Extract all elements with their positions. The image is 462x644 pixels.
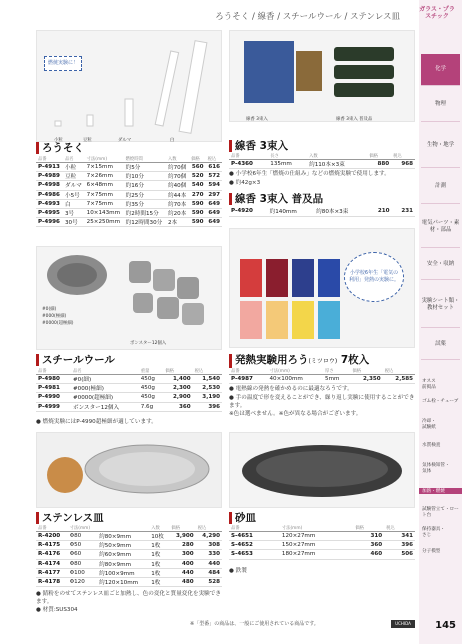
- wax-sheet-red: [240, 259, 262, 297]
- table-cell: 1枚: [149, 577, 169, 586]
- table-cell: #000(極細): [71, 384, 139, 393]
- steelwool-drawing: [37, 247, 221, 349]
- table-cell: 150×27mm: [280, 541, 353, 550]
- table-cell: 880: [367, 160, 391, 169]
- table-cell: 約110本×3束: [307, 160, 367, 169]
- steel-plate-image: [36, 432, 222, 508]
- table-cell: 120×27mm: [280, 532, 353, 541]
- steelwool-caption-4: ボンスター12個入: [130, 341, 167, 346]
- col-header: 寸法(mm): [68, 525, 97, 532]
- table-cell: 約16分: [124, 181, 166, 190]
- incense-note-1: ● 小学校6年生「燃焼の仕組み」などの燃焼実験で使用します。: [229, 171, 390, 177]
- table-cell: R-4176: [36, 550, 68, 559]
- table-cell: 約50×9mm: [97, 541, 149, 550]
- table-row: [36, 181, 222, 190]
- col-header: 品番: [36, 525, 68, 532]
- incense-table-2: [229, 207, 415, 217]
- table-cell: 506: [384, 550, 415, 559]
- table-cell: 460: [353, 550, 384, 559]
- table-cell: 7×75mm: [85, 199, 124, 208]
- steel-plate-note-2: ● 材質:SUS304: [36, 607, 78, 613]
- incense-drawing: [230, 31, 414, 121]
- table-cell: 649: [206, 208, 222, 217]
- table-cell: 616: [206, 163, 222, 172]
- col-header: 入数: [307, 153, 367, 160]
- table-row: [229, 160, 415, 169]
- table-cell: 310: [353, 532, 384, 541]
- table-cell: 210: [368, 207, 391, 216]
- sand-plate-title: 砂皿: [229, 512, 256, 524]
- candle-table: [36, 156, 222, 227]
- col-header: 入数: [166, 156, 189, 163]
- table-cell: 約35分: [124, 199, 166, 208]
- table-cell: 約70個: [166, 163, 189, 172]
- table-row: [229, 532, 415, 541]
- wax-note-1: ● 電熱線の発熱を確かめるのに最適なろうです。: [229, 386, 353, 392]
- sidebar-item[interactable]: 化学: [421, 54, 460, 86]
- col-header: 税込: [384, 525, 415, 532]
- table-cell: Φ60: [68, 550, 97, 559]
- table-cell: R-4175: [36, 541, 68, 550]
- table-cell: 330: [196, 550, 222, 559]
- table-cell: Φ120: [68, 577, 97, 586]
- table-cell: 約140mm: [268, 207, 315, 216]
- table-cell: P-4360: [229, 160, 268, 169]
- col-header: 税込: [391, 153, 415, 160]
- table-cell: P-4995: [36, 208, 63, 217]
- table-cell: P-4986: [36, 190, 63, 199]
- table-cell: 560: [189, 163, 205, 172]
- sand-plate-note: ● 鉄製: [229, 568, 247, 574]
- table-cell: 396: [193, 402, 222, 411]
- table-cell: P-4981: [36, 384, 71, 393]
- table-cell: 小5号: [63, 190, 85, 199]
- table-cell: 約60×9mm: [97, 550, 149, 559]
- col-header: 品番: [229, 525, 280, 532]
- table-cell: 約40個: [166, 181, 189, 190]
- sidebar-item[interactable]: 電気パーツ・素材・部品: [421, 206, 460, 248]
- table-cell: 270: [189, 190, 205, 199]
- table-cell: 約70個: [166, 172, 189, 181]
- table-cell: P-4987: [229, 375, 267, 384]
- table-row: [36, 532, 222, 541]
- steelwool-caption-1: #0(細): [42, 307, 57, 312]
- table-row: [229, 541, 415, 550]
- col-header: 長さ: [268, 153, 307, 160]
- sidebar-item[interactable]: 試薬: [421, 330, 460, 360]
- candle-small: [55, 121, 61, 126]
- col-header: 寸法(mm): [280, 525, 353, 532]
- table-cell: 10×143mm: [85, 208, 124, 217]
- col-header: 品番: [36, 368, 71, 375]
- steelwool-image: [36, 246, 222, 350]
- col-header: 寸法(mm): [267, 368, 323, 375]
- wax-title-main: 発熱実験用ろう: [235, 354, 309, 366]
- table-cell: S-4651: [229, 532, 280, 541]
- sidebar-tab[interactable]: 試験管立て・ロート台: [422, 507, 459, 518]
- col-header: 価格: [353, 525, 384, 532]
- table-cell: 280: [169, 541, 195, 550]
- table-cell: R-4174: [36, 559, 68, 568]
- incense-image: [229, 30, 415, 122]
- table-cell: 440: [196, 559, 222, 568]
- table-cell: 297: [206, 190, 222, 199]
- table-row: [36, 375, 222, 384]
- table-cell: #0(細): [71, 375, 139, 384]
- burner-flame: [47, 457, 83, 493]
- table-cell: 1枚: [149, 559, 169, 568]
- table-cell: 2,530: [193, 384, 222, 393]
- table-row: [229, 550, 415, 559]
- table-cell: 1枚: [149, 550, 169, 559]
- table-cell: 1枚: [149, 568, 169, 577]
- table-cell: 40×100mm: [267, 375, 323, 384]
- table-cell: 308: [196, 541, 222, 550]
- table-cell: 約70本: [166, 199, 189, 208]
- table-cell: 231: [392, 207, 415, 216]
- table-cell: 528: [196, 577, 222, 586]
- col-header: 重量: [139, 368, 164, 375]
- table-cell: P-4996: [36, 218, 63, 227]
- table-row: [36, 568, 222, 577]
- table-cell: 約80×9mm: [97, 559, 149, 568]
- table-row: [36, 172, 222, 181]
- sidebar-item[interactable]: 物理: [421, 88, 460, 122]
- table-cell: 450g: [139, 375, 164, 384]
- table-cell: Φ50: [68, 541, 97, 550]
- table-row: [229, 207, 415, 216]
- table-cell: S-4653: [229, 550, 280, 559]
- candle-image: [36, 30, 222, 142]
- candle-bean: [87, 115, 93, 126]
- sidebar-item[interactable]: 生物・地学: [421, 124, 460, 168]
- table-row: [229, 375, 415, 384]
- table-cell: 360: [163, 402, 192, 411]
- table-cell: 約5分: [124, 163, 166, 172]
- table-row: [36, 559, 222, 568]
- steel-plate-note-1: ● 錆粉をのせてステンレス皿ごと加熱し、色の変化と質量変化を実験できます。: [36, 591, 221, 605]
- col-header: 税込: [383, 368, 415, 375]
- steel-plate-table: [36, 525, 222, 587]
- col-header: 品番: [36, 156, 63, 163]
- table-cell: P-4913: [36, 163, 63, 172]
- table-cell: 440: [169, 568, 195, 577]
- table-cell: R-4177: [36, 568, 68, 577]
- col-header: 税込: [196, 525, 222, 532]
- table-cell: 25×250mm: [85, 218, 124, 227]
- table-cell: 4,290: [196, 532, 222, 541]
- table-row: [36, 218, 222, 227]
- sand-plate-drawing: [230, 433, 414, 507]
- col-header: 価格: [367, 153, 391, 160]
- candle-caption-1: 小粒: [54, 138, 63, 143]
- table-cell: 300: [169, 550, 195, 559]
- table-cell: 484: [196, 568, 222, 577]
- steelwool-title: スチールウール: [36, 354, 115, 366]
- col-header: 品番: [229, 153, 268, 160]
- table-cell: 649: [206, 199, 222, 208]
- steelwool-note: ● 燃焼実験にはP-4990超極細が適しています。: [36, 419, 157, 425]
- table-cell: 968: [391, 160, 415, 169]
- col-header: 厚さ: [323, 368, 350, 375]
- incense-caption-1: 線香 3束入: [246, 117, 268, 122]
- col-header: 品名: [63, 156, 85, 163]
- candle-daruma: [125, 99, 133, 126]
- sidebar-top-label: ガラス・プラスチック: [419, 6, 455, 20]
- table-cell: ボンスター12個入: [71, 402, 139, 411]
- table-cell: 341: [384, 532, 415, 541]
- table-cell: 590: [189, 199, 205, 208]
- table-cell: 2,350: [350, 375, 382, 384]
- steel-plate-drawing: [37, 433, 221, 507]
- sidebar-tab[interactable]: オスス 前掲品: [422, 379, 436, 390]
- table-row: [36, 393, 222, 402]
- table-cell: 396: [384, 541, 415, 550]
- incense-table-1: [229, 153, 415, 169]
- table-row: [36, 163, 222, 172]
- table-cell: Φ80: [68, 559, 97, 568]
- table-cell: 480: [169, 577, 195, 586]
- table-cell: ダルマ: [63, 181, 85, 190]
- candle-caption-2: 豆粒: [83, 138, 92, 143]
- candle-large: [179, 41, 207, 134]
- table-cell: P-4989: [36, 172, 63, 181]
- steel-plate-title: ステンレス皿: [36, 512, 104, 524]
- candle-callout: 燃焼実験に！: [44, 56, 82, 71]
- table-cell: P-4993: [36, 199, 63, 208]
- col-header: 燃焼時間: [124, 156, 166, 163]
- wax-note-2: ● 手の温度で形を変えることができ、繰り返し実験に使用することができます。: [229, 395, 415, 409]
- candle-title: ろうそく: [36, 142, 84, 154]
- table-cell: P-4990: [36, 393, 71, 402]
- table-cell: 400: [169, 559, 195, 568]
- table-cell: 6×48mm: [85, 181, 124, 190]
- table-row: [36, 402, 222, 411]
- incense-box: [244, 41, 294, 103]
- table-cell: 7×26mm: [85, 172, 124, 181]
- table-row: [36, 550, 222, 559]
- table-cell: 小粒: [63, 163, 85, 172]
- brand-logo: UCHIDA: [391, 620, 415, 628]
- table-cell: P-4980: [36, 375, 71, 384]
- table-cell: 30号: [63, 218, 85, 227]
- table-cell: 2,585: [383, 375, 415, 384]
- table-cell: 450g: [139, 393, 164, 402]
- table-cell: 約20本: [166, 208, 189, 217]
- incense-bundle: [334, 47, 394, 61]
- table-cell: 520: [189, 172, 205, 181]
- table-cell: 約100×9mm: [97, 568, 149, 577]
- table-cell: Φ80: [68, 532, 97, 541]
- incense-note-2: ● 約42g×3: [229, 180, 261, 186]
- table-cell: 572: [206, 172, 222, 181]
- table-cell: 約120×10mm: [97, 577, 149, 586]
- table-cell: 590: [189, 218, 205, 227]
- table-cell: 360: [353, 541, 384, 550]
- table-row: [36, 199, 222, 208]
- steelwool-table: [36, 368, 222, 412]
- table-cell: 白: [63, 199, 85, 208]
- wax-note-3: ※色は選べません。※色が異なる場合がございます。: [229, 411, 362, 417]
- incense-title-2: 線香 3束入 普及品: [229, 193, 323, 205]
- table-cell: 7×15mm: [85, 163, 124, 172]
- sidebar-tab[interactable]: 気体検知管・ 気体: [422, 463, 450, 474]
- wax-callout: 小学校6年生「電気の利用」発熱の実験に。: [344, 252, 404, 302]
- candle-caption-3: ダルマ: [118, 138, 132, 143]
- table-cell: 7.6g: [139, 402, 164, 411]
- table-cell: R-4178: [36, 577, 68, 586]
- table-cell: 約44本: [166, 190, 189, 199]
- col-header: 品名: [71, 368, 139, 375]
- table-cell: 約80×9mm: [97, 532, 149, 541]
- steelwool-caption-3: #0000(超極細): [42, 321, 74, 326]
- table-cell: 豆粒: [63, 172, 85, 181]
- table-cell: 1,540: [193, 375, 222, 384]
- col-header: 価格: [350, 368, 382, 375]
- table-cell: Φ100: [68, 568, 97, 577]
- sidebar-item[interactable]: 実験シート類・教材セット: [421, 282, 460, 328]
- col-header: 税込: [206, 156, 222, 163]
- table-cell: 7×75mm: [85, 190, 124, 199]
- col-header: 税込: [193, 368, 222, 375]
- table-cell: 約25分: [124, 190, 166, 199]
- table-row: [36, 384, 222, 393]
- table-cell: 約12時間30分: [124, 218, 166, 227]
- table-cell: 3,900: [169, 532, 195, 541]
- col-header: 入数: [149, 525, 169, 532]
- table-cell: 約80本×3束: [314, 207, 368, 216]
- table-cell: 約2時間15分: [124, 208, 166, 217]
- sidebar-tab[interactable]: 加熱・燃焼: [419, 488, 462, 494]
- table-cell: P-4999: [36, 402, 71, 411]
- table-cell: 5mm: [323, 375, 350, 384]
- breadcrumb: ろうそく / 線香 / スチールウール / ステンレス皿: [215, 12, 400, 22]
- table-cell: 590: [189, 208, 205, 217]
- table-cell: #0000(超極細): [71, 393, 139, 402]
- table-cell: 180×27mm: [280, 550, 353, 559]
- sidebar-tab[interactable]: 冷却・ 試験紙: [422, 419, 436, 430]
- table-cell: P-4920: [229, 207, 268, 216]
- table-row: [36, 577, 222, 586]
- sidebar-item[interactable]: 安全・収納: [421, 250, 460, 280]
- table-cell: 3号: [63, 208, 85, 217]
- table-cell: 450g: [139, 384, 164, 393]
- col-header: 寸法(mm): [85, 156, 124, 163]
- page-number: 145: [435, 620, 456, 631]
- table-cell: 135mm: [268, 160, 307, 169]
- col-header: 価格: [163, 368, 192, 375]
- sidebar-tab[interactable]: ゴム栓・チューブ: [422, 399, 459, 404]
- sidebar-tab[interactable]: 保持器具・ さじ: [422, 527, 445, 538]
- sidebar-item[interactable]: 計測: [421, 170, 460, 204]
- sidebar-tab[interactable]: 分子模型: [422, 549, 441, 554]
- col-header: 価格: [189, 156, 205, 163]
- col-header: 価格: [169, 525, 195, 532]
- candle-caption-4: 白: [170, 138, 175, 143]
- table-cell: S-4652: [229, 541, 280, 550]
- sand-plate-image: [229, 432, 415, 508]
- table-cell: 649: [206, 218, 222, 227]
- table-cell: P-4998: [36, 181, 63, 190]
- table-row: [36, 541, 222, 550]
- incense-title-1: 線香 3束入: [229, 140, 288, 152]
- table-cell: 1枚: [149, 541, 169, 550]
- incense-caption-2: 線香 3束入 普及品: [336, 117, 373, 122]
- sidebar-tab[interactable]: 水質検査: [422, 443, 441, 448]
- wax-title: [229, 354, 369, 368]
- table-cell: 2,300: [163, 384, 192, 393]
- table-cell: R-4200: [36, 532, 68, 541]
- footer-note: ※「型番」の商品は、一般にご使用されている商品です。: [190, 621, 319, 627]
- table-cell: 3,190: [193, 393, 222, 402]
- table-cell: 594: [206, 181, 222, 190]
- table-cell: 2,900: [163, 393, 192, 402]
- table-row: [36, 190, 222, 199]
- table-cell: 1,400: [163, 375, 192, 384]
- table-cell: 約10分: [124, 172, 166, 181]
- wax-title-small: (ミツロウ): [308, 358, 338, 365]
- sand-plate-table: [229, 525, 415, 560]
- table-cell: 540: [189, 181, 205, 190]
- wax-title-count: 7枚入: [340, 354, 370, 366]
- wax-table: [229, 368, 415, 384]
- table-cell: 2本: [166, 218, 189, 227]
- candles-drawing: [37, 31, 221, 141]
- candle-white: [155, 51, 178, 126]
- table-row: [36, 208, 222, 217]
- table-cell: 10枚: [149, 532, 169, 541]
- steelwool-caption-2: #000(極細): [42, 314, 67, 319]
- col-header: 品番: [229, 368, 267, 375]
